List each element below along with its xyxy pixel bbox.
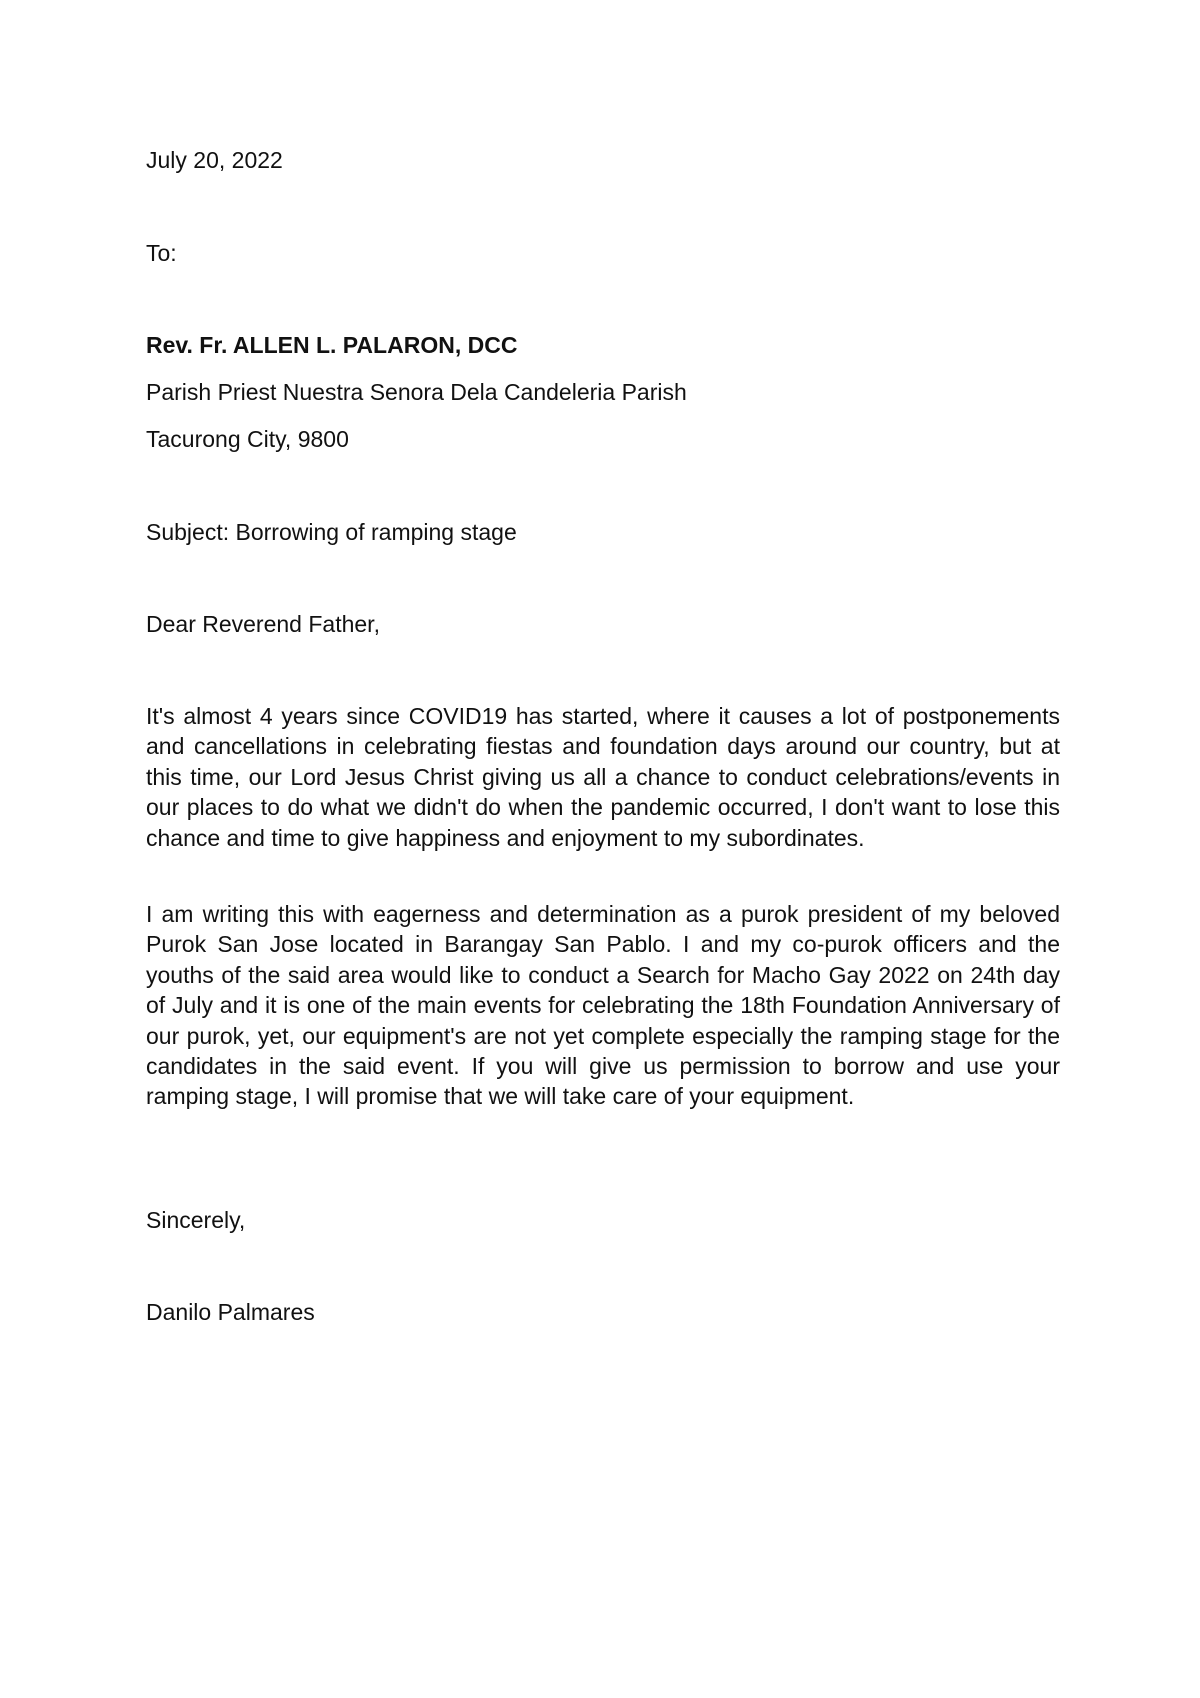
closing: Sincerely, xyxy=(146,1207,246,1233)
recipient-title: Parish Priest Nuestra Senora Dela Candeleria Parish xyxy=(146,379,687,405)
to-label: To: xyxy=(146,240,177,266)
letter-date: July 20, 2022 xyxy=(146,147,283,173)
body-paragraph-2: I am writing this with eagerness and determination as a purok president of my beloved Purok San Jose located in Barangay San Pablo. I and my co-purok officers and the youths of the said area would like to conduct a Search for Macho Gay 2022 on 24th day of July and it is one of the main events for celebrating the 18th Foundation Anniversary of our purok, yet, our equipment's are not yet complete especially the ramping stage for the candidates in the said event. If you will give us permission to borrow and use your ramping stage, I will promise that we will take care of your equipment. xyxy=(146,901,1060,1110)
signature-name: Danilo Palmares xyxy=(146,1299,315,1325)
recipient-name: Rev. Fr. ALLEN L. PALARON, DCC xyxy=(146,332,518,358)
subject-line: Subject: Borrowing of ramping stage xyxy=(146,519,517,545)
salutation: Dear Reverend Father, xyxy=(146,611,380,637)
body-paragraph-1: It's almost 4 years since COVID19 has started, where it causes a lot of postponements and cancellations in celebrating fiestas and foundation days around our country, but at this time, our Lord Jesus Christ giving us all a chance to conduct celebrations/events in our places to do what we didn't do when the pandemic occurred, I don't want to lose this chance and time to give happiness and enjoyment to my subordinates. xyxy=(146,703,1060,851)
recipient-address: Tacurong City, 9800 xyxy=(146,426,349,452)
